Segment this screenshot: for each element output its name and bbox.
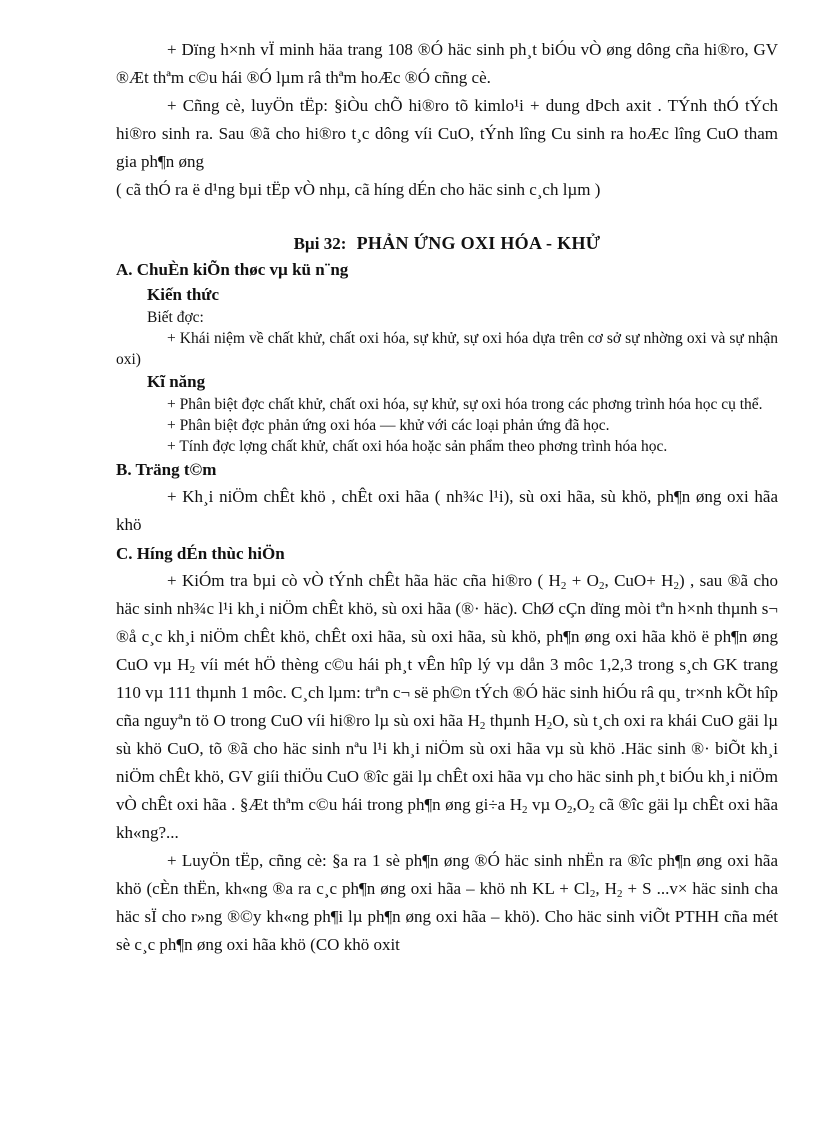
skill-item-2: + Phân biệt đợc phản ứng oxi hóa — khử với các loại phản ứng đã học. bbox=[167, 417, 610, 434]
lesson-title bbox=[116, 230, 778, 257]
paragraph-practice: + Cñng cè, luyÖn tËp: §iÒu chÕ hi®ro tõ kimlo¹i + dung dÞch axit . TÝnh thÓ tÝch hi®ro sinh ra. Sau ®ã cho hi®ro t¸c dông víi CuO, tÝnh lîng Cu sinh ra hoÆc lîng CuO tham gia ph¶n øng bbox=[116, 96, 778, 171]
section-a-heading: A. ChuÈn kiÕn thøc vµ kü n¨ng bbox=[116, 260, 349, 279]
paragraph-homework-note: ( cã thÓ ra ë d¹ng bµi tËp vÒ nhµ, cã híng dÉn cho häc sinh c¸ch lµm ) bbox=[116, 180, 601, 199]
section-b-paragraph: + Kh¸i niÖm chÊt khö , chÊt oxi hãa ( nh¾c l¹i), sù oxi hãa, sù khö, ph¶n øng oxi hãa khö bbox=[116, 487, 778, 534]
knowledge-item: + Khái niệm về chất khử, chất oxi hóa, sự khử, sự oxi hóa dựa trên cơ sở sự nhờng oxi và sự nhận oxi) bbox=[116, 330, 778, 368]
section-c-paragraph-1: + KiÓm tra bµi cò vÒ tÝnh chÊt hãa häc cña hi®ro ( $H_2 + O_2$, $CuO+ H_2$) , sau ®ã cho häc sinh nh¾c l¹i kh¸i niÖm chÊt khö, sù oxi hãa (®· häc). ChØ cÇn dïng mòi tªn h×nh thµnh s¬ ®å c¸c kh¸i niÖm chÊt khö, chÊt oxi hãa, sù oxi hãa, sù khö, ph¶n øng oxi hãa khö ë ph¶n øng CuO vµ $H_2$ víi mét hÖ thèng c©u hái ph¸t vÊn hîp lý vµ dån 3 môc 1,2,3 trong s¸ch GK trang 110 vµ 111 thµnh 1 môc. C¸ch lµm: trªn c¬ së ph©n tÝch ®Ó häc sinh hiÓu râ qu¸ tr×nh kÕt hîp cña nguyªn tö O trong CuO víi hi®ro lµ sù oxi hãa $H_2$ thµnh $H_2O$, sù t¸ch oxi ra khái CuO gäi lµ sù khö CuO, tõ ®ã cho häc sinh nªu l¹i kh¸i niÖm sù oxi hãa vµ sù khö .Häc sinh ®· biÕt kh¸i niÖm chÊt khö, GV giíi thiÖu CuO ®îc gäi lµ chÊt oxi hãa vµ cho häc sinh ph¸t biÓu kh¸i niÖm vÒ chÊt oxi hãa . §Æt thªm c©u hái trong ph¶n øng gi÷a $H_2$ vµ $O_2,O_2$ cã ®îc gäi lµ chÊt oxi hãa kh«ng?... bbox=[116, 571, 779, 842]
skill-heading: Kĩ năng bbox=[147, 372, 206, 391]
knowledge-intro: Biết đợc: bbox=[147, 309, 204, 326]
document-page bbox=[116, 36, 778, 959]
lesson-number: Bµi 32: bbox=[293, 234, 347, 253]
section-c-paragraph-2: + LuyÖn tËp, cñng cè: §a ra 1 sè ph¶n øng ®Ó häc sinh nhËn ra ®îc ph¶n øng oxi hãa khö (cÈn thËn, kh«ng ®a ra c¸c ph¶n øng oxi hãa – khö nh KL + $Cl_2$, $H_2 + S$ ...v× häc sinh cha häc sÏ cho r»ng ®©y kh«ng ph¶i lµ ph¶n øng oxi hãa – khö). Cho häc sinh viÕt PTHH cña mét sè c¸c ph¶n øng oxi hãa khö (CO khö oxit bbox=[116, 851, 778, 954]
skill-item-1: + Phân biệt đợc chất khử, chất oxi hóa, sự khử, sự oxi hóa trong các phơng trình hóa học cụ thể. bbox=[167, 396, 763, 413]
skill-item-3: + Tính đợc lợng chất khử, chất oxi hóa hoặc sản phẩm theo phơng trình hóa học. bbox=[167, 438, 668, 455]
paragraph-uses-hydrogen: + Dïng h×nh vÏ minh häa trang 108 ®Ó häc sinh ph¸t biÓu vÒ øng dông cña hi®ro, GV ®Æt thªm c©u hái ®Ó lµm râ thªm hoÆc ®Ó cñng cè. bbox=[116, 40, 778, 87]
lesson-name: PHẢN ỨNG OXI HÓA - KHỬ bbox=[356, 233, 601, 253]
knowledge-heading: Kiến thức bbox=[147, 285, 220, 304]
section-b-heading: B. Träng t©m bbox=[116, 460, 217, 479]
section-c-heading: C. Híng dÉn thùc hiÖn bbox=[116, 544, 285, 563]
